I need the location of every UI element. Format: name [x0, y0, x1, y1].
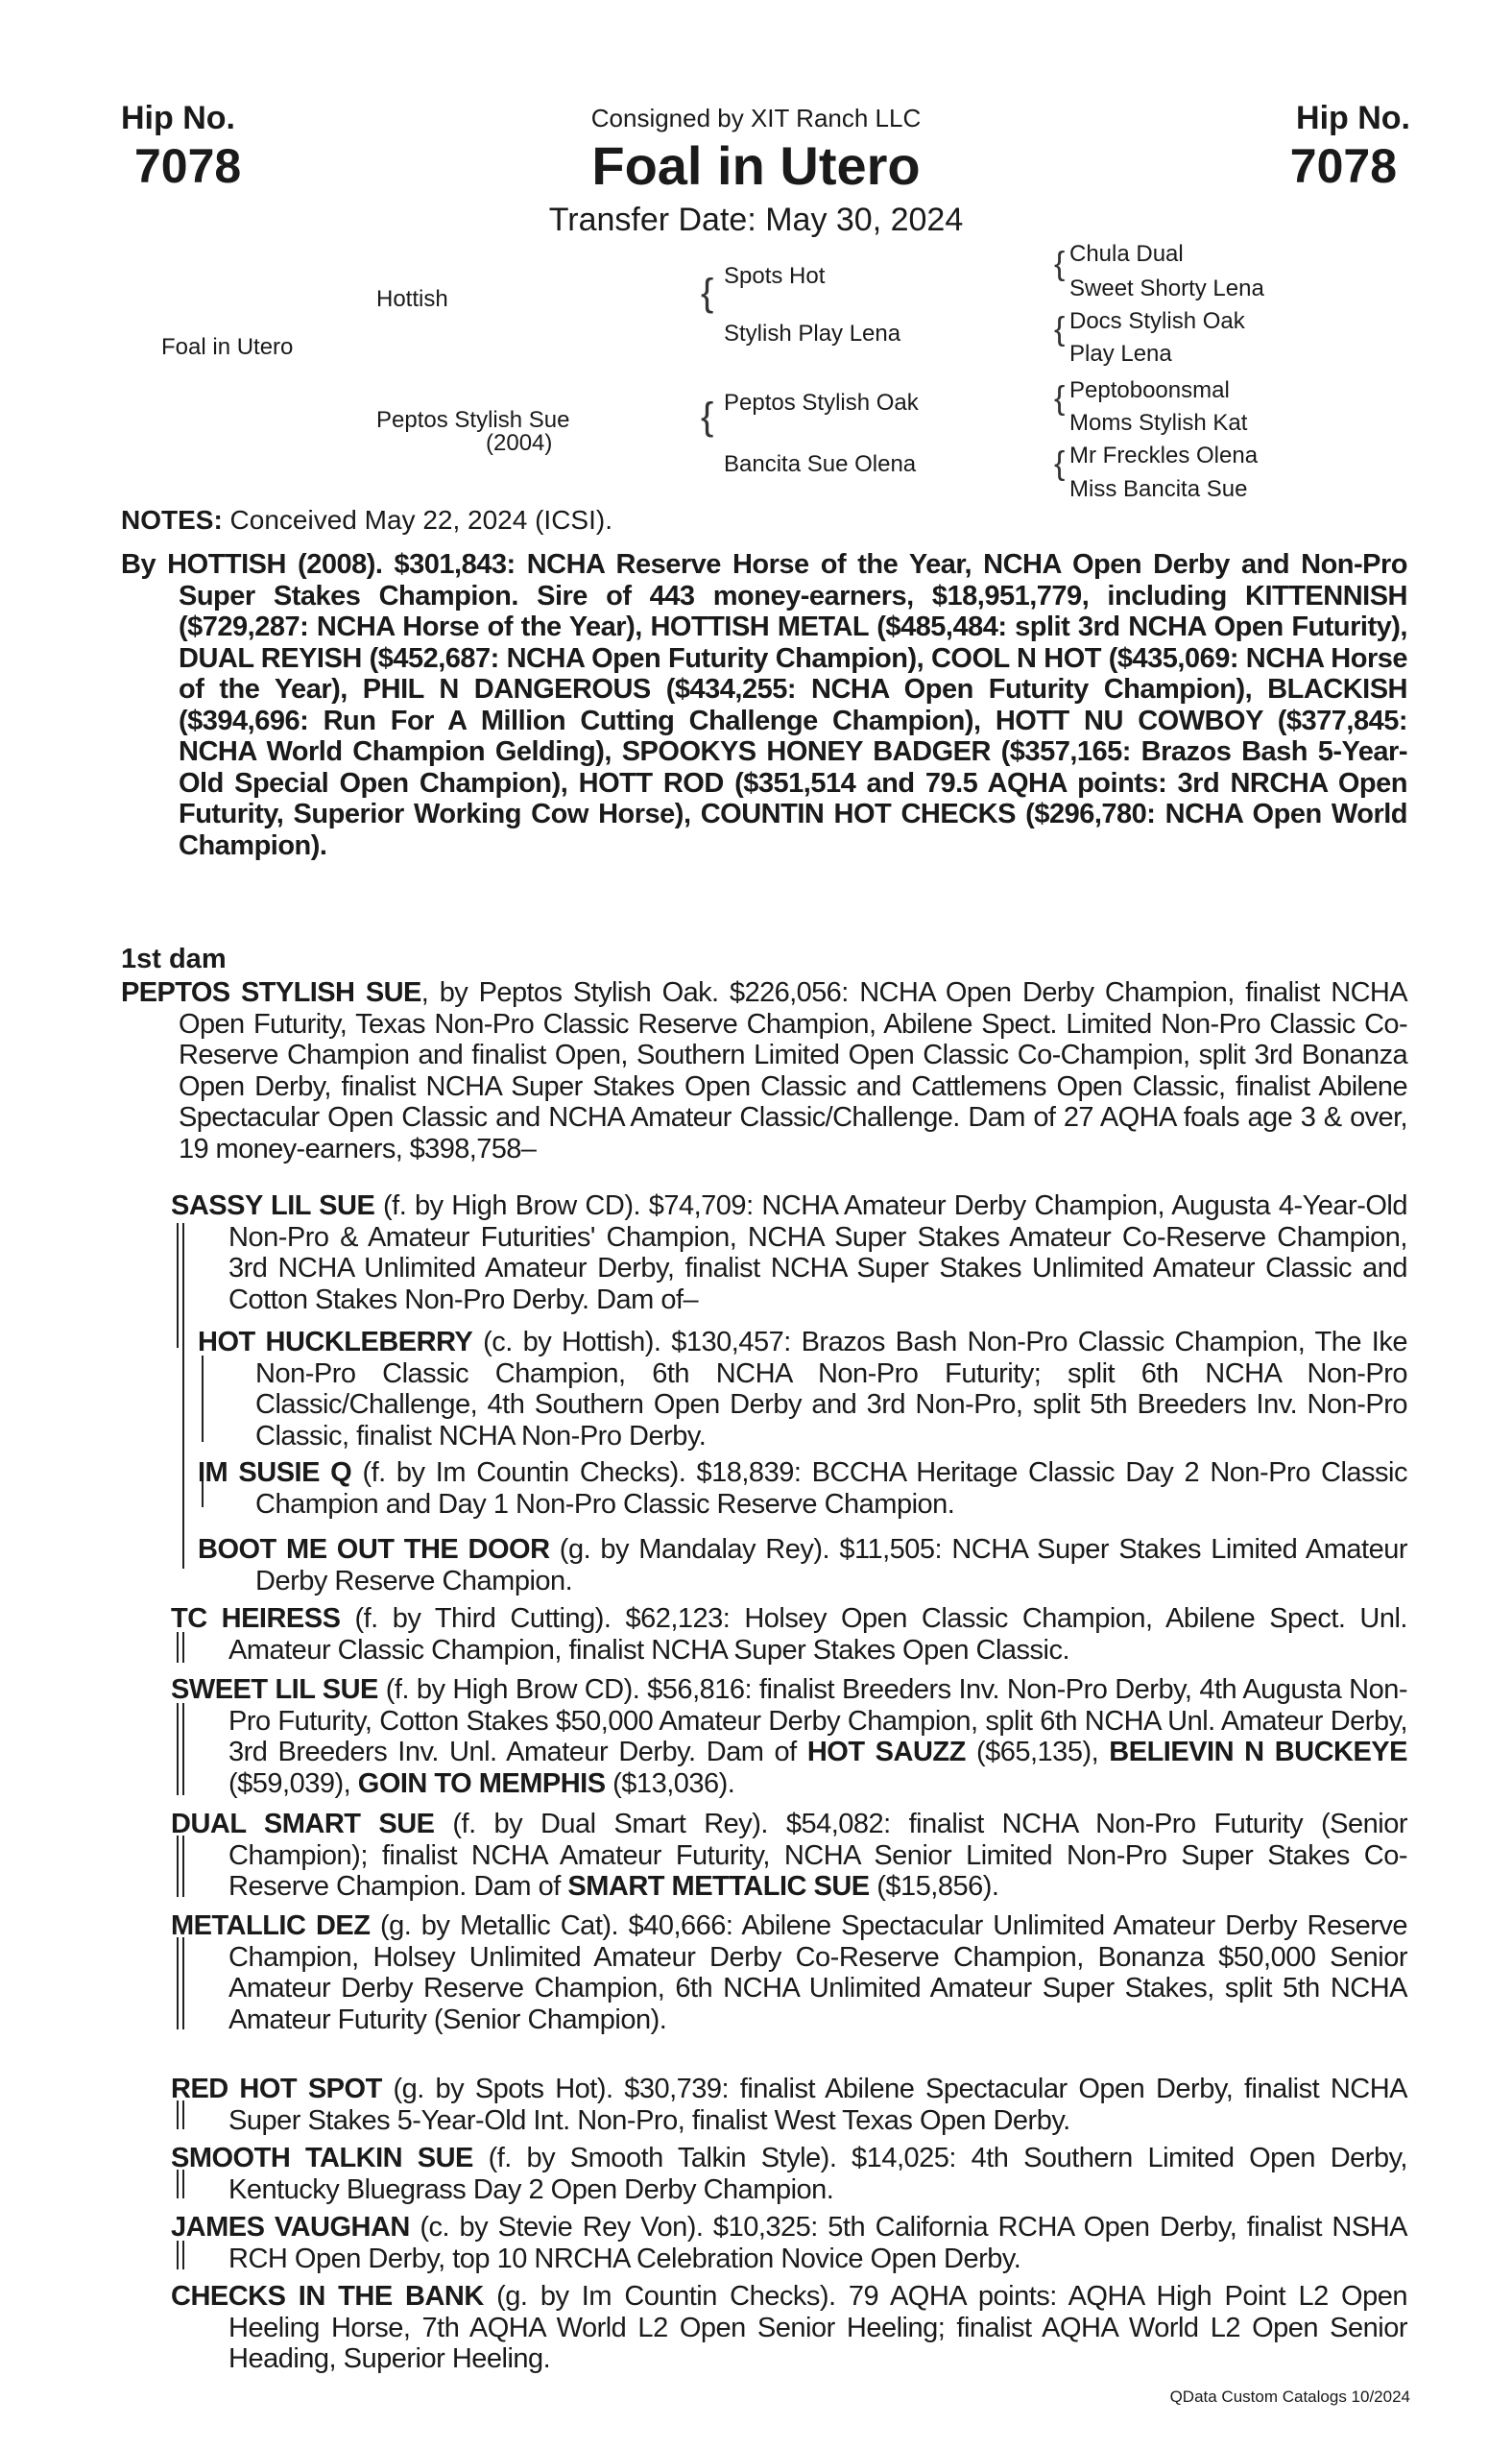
hip-label-right: Hip No.	[1296, 100, 1410, 136]
produce-offspring: SMART METTALIC SUE	[567, 1871, 870, 1902]
pedigree-dam-year: (2004)	[486, 430, 553, 456]
produce-text: (f. by High Brow CD). $56,816: finalist Breeders Inv. Non-Pro Derby, 4th Augusta Non-Pro Futurity, Cotton Stakes $50,000 Amateur Derby Champion, split 6th NCHA Unl. Amateur Derby, 3rd Breeders Inv. Unl. Amateur Derby. Dam of	[228, 1674, 1408, 1767]
produce-text: (c. by Stevie Rey Von). $10,325: 5th California RCHA Open Derby, finalist NSHA RCH Open Derby, top 10 NRCHA Celebration Novice Open Derby.	[228, 2212, 1408, 2274]
produce-offspring: GOIN TO MEMPHIS	[357, 1767, 606, 1799]
produce-bar	[177, 1836, 179, 1897]
pedigree-subject: Foal in Utero	[161, 334, 294, 360]
produce-name: BOOT ME OUT THE DOOR	[198, 1534, 550, 1565]
pedigree-dam-sire-sire: Peptoboonsmal	[1069, 377, 1230, 403]
produce-text: (g. by Metallic Cat). $40,666: Abilene Spectacular Unlimited Amateur Derby Reserve Champion, Holsey Unlimited Amateur Derby Co-Reserve Champion, Bonanza $50,000 Senior Amateur Derby Reserve Champion, 6th NCHA Unlimited Amateur Super Stakes, split 5th NCHA Amateur Futurity (Senior Champion).	[228, 1910, 1408, 2035]
produce-entry	[171, 2074, 1408, 2136]
produce-offspring: HOT SAUZZ	[806, 1737, 966, 1767]
produce-offspring: BELIEVIN N BUCKEYE	[1109, 1737, 1407, 1767]
produce-name: SWEET LIL SUE	[171, 1674, 378, 1705]
brace-icon: {	[701, 272, 714, 314]
hip-number-right: 7078	[1289, 139, 1397, 193]
produce-bar	[182, 1223, 184, 1569]
produce-text: (f. by High Brow CD). $74,709: NCHA Amateur Derby Champion, Augusta 4-Year-Old Non-Pro & Amateur Futurities' Champion, NCHA Super Stakes Amateur Co-Reserve Champion, 3rd NCHA Unlimited Amateur Derby, finalist NCHA Super Stakes Unlimited Amateur Classic and Cotton Stakes Non-Pro Derby. Dam of–	[228, 1190, 1407, 1315]
produce-entry	[171, 2143, 1407, 2205]
produce-name: IM SUSIE Q	[198, 1457, 352, 1488]
pedigree-dam-dam: Bancita Sue Olena	[724, 451, 917, 477]
produce-text: (f. by Third Cutting). $62,123: Holsey Open Classic Champion, Abilene Spect. Unl. Amateur Classic Champion, finalist NCHA Super Stakes Open Classic.	[228, 1603, 1407, 1666]
pedigree-sire-dam-sire: Docs Stylish Oak	[1069, 308, 1245, 334]
produce-bar	[177, 2241, 179, 2269]
consignor: Consigned by XIT Ranch LLC	[590, 104, 922, 132]
pedigree-sire-dam: Stylish Play Lena	[724, 321, 901, 347]
produce-name: DUAL SMART SUE	[171, 1809, 435, 1839]
produce-name: HOT HUCKLEBERRY	[198, 1327, 473, 1357]
produce-entry	[171, 1674, 1408, 1799]
produce-bar	[182, 2241, 184, 2269]
produce-name: JAMES VAUGHAN	[171, 2212, 410, 2243]
produce-bar	[202, 1356, 204, 1442]
produce-text: ($65,135),	[965, 1737, 1110, 1767]
brace-icon: {	[1054, 246, 1066, 282]
produce-bar	[177, 1223, 179, 1348]
sire-paragraph: By HOTTISH (2008). $301,843: NCHA Reserve Horse of the Year, NCHA Open Derby and Non-Pro Super Stakes Champion. Sire of 443 money-earners, $18,951,779, including KITTENNISH ($729,287: NCHA Horse of the Year), HOTTISH METAL ($485,484: split 3rd NCHA Open Futurity), DUAL REYISH ($452,687: NCHA Open Futurity Champion), COOL N HOT ($435,069: NCHA Horse of the Year), PHIL N DANGEROUS ($434,255: NCHA Open Futurity Champion), BLACKISH ($394,696: Run For A Million Cutting Challenge Champion), HOTT NU COWBOY ($377,845: NCHA World Champion Gelding), SPOOKYS HONEY BADGER ($357,165: Brazos Bash 5-Year-Old Special Open Champion), HOTT ROD ($351,514 and 79.5 AQHA points: 3rd NRCHA Open Futurity, Superior Working Cow Horse), COUNTIN HOT CHECKS ($296,780: NCHA Open World Champion).	[121, 549, 1407, 861]
produce-text: (f. by Smooth Talkin Style). $14,025: 4th Southern Limited Open Derby, Kentucky Bluegrass Day 2 Open Derby Champion.	[228, 2143, 1407, 2205]
produce-bar	[177, 2100, 179, 2129]
produce-bar	[177, 1937, 179, 2029]
dam-paragraph	[121, 977, 1407, 1164]
pedigree-dam: Peptos Stylish Sue	[376, 407, 570, 433]
produce-text: ($13,036).	[605, 1767, 735, 1799]
first-dam-label: 1st dam	[121, 944, 227, 974]
pedigree-sire-sire-sire: Chula Dual	[1069, 241, 1184, 267]
notes-text: Conceived May 22, 2024 (ICSI).	[222, 505, 612, 535]
produce-entry	[171, 1190, 1407, 1315]
produce-bar	[182, 1836, 184, 1897]
dam-text: , by Peptos Stylish Oak. $226,056: NCHA Open Derby Champion, finalist NCHA Open Futurity, Texas Non-Pro Classic Reserve Champion, Abilene Spect. Limited Non-Pro Classic Co-Reserve Champion and finalist Open, Southern Limited Open Classic Co-Champion, split 3rd Bonanza Open Derby, finalist NCHA Super Stakes Open Classic and Cattlemens Open Classic, finalist Abilene Spectacular Open Classic and NCHA Amateur Classic/Challenge. Dam of 27 AQHA foals age 3 & over, 19 money-earners, $398,758–	[179, 977, 1407, 1164]
produce-name: METALLIC DEZ	[171, 1910, 371, 1941]
pedigree-dam-dam-dam: Miss Bancita Sue	[1069, 476, 1248, 502]
produce-entry	[198, 1457, 1407, 1520]
produce-entry	[198, 1534, 1408, 1596]
produce-text: ($59,039),	[228, 1767, 358, 1799]
produce-text: (g. by Spots Hot). $30,739: finalist Abilene Spectacular Open Derby, finalist NCHA Super Stakes 5-Year-Old Int. Non-Pro, finalist West Texas Open Derby.	[228, 2074, 1408, 2136]
hip-number-left: 7078	[134, 139, 242, 193]
produce-entry	[198, 1327, 1407, 1452]
produce-bar	[177, 2170, 179, 2198]
produce-bar	[177, 1703, 179, 1795]
produce-bar	[177, 1632, 179, 1663]
produce-text: (f. by Dual Smart Rey). $54,082: finalist NCHA Non-Pro Futurity (Senior Champion); finalist NCHA Amateur Futurity, NCHA Senior Limited Non-Pro Super Stakes Co-Reserve Champion. Dam of	[228, 1809, 1407, 1902]
brace-icon: {	[1054, 380, 1066, 417]
produce-name: RED HOT SPOT	[171, 2074, 382, 2104]
brace-icon: {	[1054, 311, 1066, 348]
produce-text: ($15,856).	[869, 1871, 999, 1902]
produce-bar	[182, 2100, 184, 2129]
produce-name: SASSY LIL SUE	[171, 1190, 375, 1221]
pedigree-sire-sire-dam: Sweet Shorty Lena	[1069, 276, 1264, 301]
pedigree-dam-sire: Peptos Stylish Oak	[724, 390, 919, 416]
pedigree-dam-sire-dam: Moms Stylish Kat	[1069, 410, 1248, 436]
pedigree-sire-sire: Spots Hot	[724, 263, 826, 289]
notes-label: NOTES:	[121, 505, 223, 535]
produce-text: (f. by Im Countin Checks). $18,839: BCCHA Heritage Classic Day 2 Non-Pro Classic Champion and Day 1 Non-Pro Classic Reserve Champion.	[255, 1457, 1407, 1520]
pedigree-sire: Hottish	[376, 286, 448, 312]
produce-name: TC HEIRESS	[171, 1603, 341, 1634]
produce-entry	[171, 1809, 1407, 1903]
produce-bar	[182, 1937, 184, 2029]
produce-bar	[182, 2170, 184, 2198]
produce-entry	[171, 1910, 1408, 2035]
hip-label-left: Hip No.	[121, 100, 235, 136]
notes	[121, 505, 1407, 537]
produce-bar	[182, 1703, 184, 1795]
pedigree-dam-dam-sire: Mr Freckles Olena	[1069, 443, 1259, 468]
pedigree-sire-dam-dam: Play Lena	[1069, 341, 1172, 367]
page-title: Foal in Utero	[591, 135, 921, 196]
transfer-date: Transfer Date: May 30, 2024	[548, 202, 964, 238]
brace-icon: {	[701, 396, 714, 438]
produce-bar	[182, 1632, 184, 1663]
footer-credit: QData Custom Catalogs 10/2024	[1169, 2388, 1410, 2406]
produce-text: (g. by Mandalay Rey). $11,505: NCHA Super Stakes Limited Amateur Derby Reserve Champion.	[255, 1534, 1408, 1596]
produce-entry	[171, 2212, 1408, 2274]
produce-name: CHECKS IN THE BANK	[171, 2281, 484, 2312]
produce-entry	[171, 1603, 1407, 1666]
produce-name: SMOOTH TALKIN SUE	[171, 2143, 473, 2173]
brace-icon: {	[1054, 445, 1066, 482]
produce-text: (c. by Hottish). $130,457: Brazos Bash Non-Pro Classic Champion, The Ike Non-Pro Classic Champion, 6th NCHA Non-Pro Futurity; split 6th NCHA Non-Pro Classic/Challenge, 4th Southern Open Derby and 3rd Non-Pro, split 5th Breeders Inv. Non-Pro Classic, finalist NCHA Non-Pro Derby.	[255, 1327, 1407, 1452]
produce-text: (g. by Im Countin Checks). 79 AQHA points: AQHA High Point L2 Open Heeling Horse, 7th AQHA World L2 Open Senior Heeling; finalist AQHA World L2 Open Senior Heading, Superior Heeling.	[228, 2281, 1407, 2374]
produce-entry	[171, 2281, 1407, 2375]
dam-name: PEPTOS STYLISH SUE	[121, 977, 421, 1008]
